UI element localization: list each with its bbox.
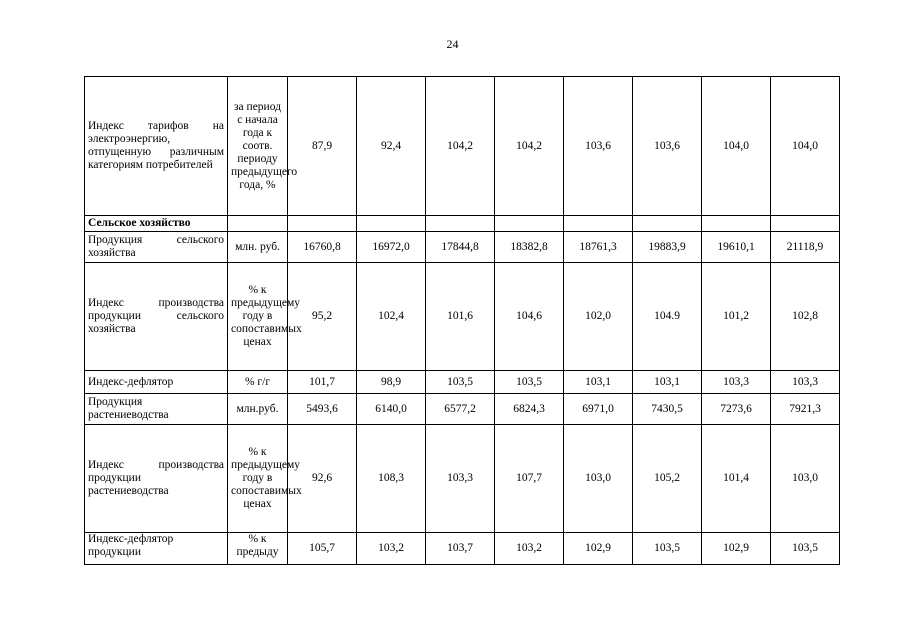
- section-row: [85, 216, 840, 232]
- value-cell: 18382,8: [495, 232, 564, 263]
- value-cell: 19610,1: [702, 232, 771, 263]
- value-cell: 101,2: [702, 263, 771, 371]
- value-cell: 16760,8: [288, 232, 357, 263]
- table-row: [85, 371, 840, 394]
- value-cell: 103,0: [771, 425, 840, 533]
- empty-cell: [633, 216, 702, 232]
- empty-cell: [228, 216, 288, 232]
- row-unit: млн.руб.: [228, 394, 288, 425]
- row-unit: % к предыду: [228, 533, 288, 565]
- table-row: [85, 533, 840, 565]
- page-number: 24: [446, 37, 459, 51]
- value-cell: 92,4: [357, 77, 426, 216]
- table-row: [85, 425, 840, 533]
- value-cell: 104,0: [771, 77, 840, 216]
- value-cell: 103,3: [771, 371, 840, 394]
- value-cell: 108,3: [357, 425, 426, 533]
- section-title: Сельское хозяйство: [85, 216, 228, 232]
- value-cell: 6140,0: [357, 394, 426, 425]
- value-cell: 6577,2: [426, 394, 495, 425]
- value-cell: 103,2: [495, 533, 564, 565]
- value-cell: 103,5: [426, 371, 495, 394]
- value-cell: 102,9: [702, 533, 771, 565]
- value-cell: 104.9: [633, 263, 702, 371]
- row-name: Индекс производства продукции сельского хозяйства: [85, 263, 228, 371]
- value-cell: 6824,3: [495, 394, 564, 425]
- value-cell: 7430,5: [633, 394, 702, 425]
- empty-cell: [357, 216, 426, 232]
- value-cell: 104,0: [702, 77, 771, 216]
- value-cell: 103,3: [426, 425, 495, 533]
- value-cell: 103,3: [702, 371, 771, 394]
- table-row: [85, 77, 840, 216]
- value-cell: 107,7: [495, 425, 564, 533]
- value-cell: 103,1: [633, 371, 702, 394]
- value-cell: 98,9: [357, 371, 426, 394]
- value-cell: 103,6: [564, 77, 633, 216]
- value-cell: 101,6: [426, 263, 495, 371]
- value-cell: 105,2: [633, 425, 702, 533]
- value-cell: 21118,9: [771, 232, 840, 263]
- row-unit: % к предыдущему году в сопоставимых ценах: [228, 263, 288, 371]
- row-unit: за период с начала года к соотв. периоду предыдущего года, %: [228, 77, 288, 216]
- value-cell: 6971,0: [564, 394, 633, 425]
- value-cell: 7921,3: [771, 394, 840, 425]
- row-name: Индекс тарифов на электроэнергию, отпущенную различным категориям потребителей: [85, 77, 228, 216]
- value-cell: 103,6: [633, 77, 702, 216]
- empty-cell: [495, 216, 564, 232]
- empty-cell: [288, 216, 357, 232]
- row-name: Индекс-дефлятор: [85, 371, 228, 394]
- value-cell: 5493,6: [288, 394, 357, 425]
- value-cell: 17844,8: [426, 232, 495, 263]
- value-cell: 102,4: [357, 263, 426, 371]
- empty-cell: [564, 216, 633, 232]
- empty-cell: [771, 216, 840, 232]
- value-cell: 102,9: [564, 533, 633, 565]
- row-name: Продукция сельского хозяйства: [85, 232, 228, 263]
- value-cell: 103,1: [564, 371, 633, 394]
- value-cell: 104,2: [495, 77, 564, 216]
- indicators-table: [84, 76, 840, 565]
- empty-cell: [426, 216, 495, 232]
- value-cell: 87,9: [288, 77, 357, 216]
- value-cell: 103,5: [495, 371, 564, 394]
- value-cell: 92,6: [288, 425, 357, 533]
- value-cell: 103,5: [633, 533, 702, 565]
- value-cell: 103,0: [564, 425, 633, 533]
- row-name: Продукция растениеводства: [85, 394, 228, 425]
- value-cell: 101,7: [288, 371, 357, 394]
- row-name: Индекс-дефлятор продукции: [85, 533, 228, 565]
- value-cell: 95,2: [288, 263, 357, 371]
- row-unit: млн. руб.: [228, 232, 288, 263]
- value-cell: 19883,9: [633, 232, 702, 263]
- value-cell: 104,6: [495, 263, 564, 371]
- row-unit: % г/г: [228, 371, 288, 394]
- table-row: [85, 232, 840, 263]
- value-cell: 7273,6: [702, 394, 771, 425]
- value-cell: 103,2: [357, 533, 426, 565]
- value-cell: 105,7: [288, 533, 357, 565]
- row-name: Индекс производства продукции растениеводства: [85, 425, 228, 533]
- value-cell: 102,8: [771, 263, 840, 371]
- value-cell: 101,4: [702, 425, 771, 533]
- value-cell: 102,0: [564, 263, 633, 371]
- value-cell: 104,2: [426, 77, 495, 216]
- value-cell: 16972,0: [357, 232, 426, 263]
- value-cell: 103,5: [771, 533, 840, 565]
- row-unit: % к предыдущему году в сопоставимых ценах: [228, 425, 288, 533]
- value-cell: 103,7: [426, 533, 495, 565]
- empty-cell: [702, 216, 771, 232]
- table-row: [85, 394, 840, 425]
- table-row: [85, 263, 840, 371]
- value-cell: 18761,3: [564, 232, 633, 263]
